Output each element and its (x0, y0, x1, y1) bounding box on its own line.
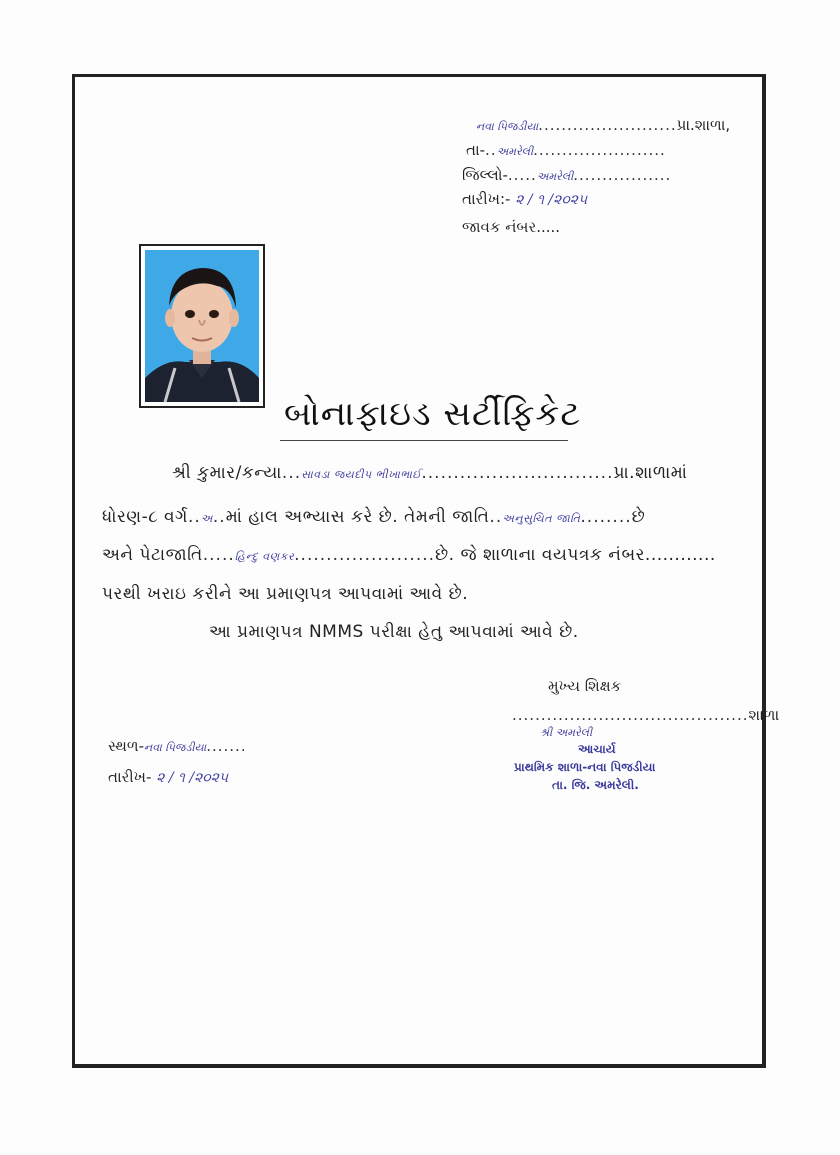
body-line-1: શ્રી કુમાર/કન્યા...સાવડા જયદીપ ભીખાભાઈ..............................પ્રા.શાળામાં (172, 463, 688, 483)
register-text: છે. જે શાળાના વયપત્રક નંબર............ (435, 545, 716, 565)
head-teacher-designation: મુખ્ય શિક્ષક (548, 677, 622, 695)
school-signature-line: .........................................શાળા (512, 706, 780, 724)
district-handwritten: અમરેલી (536, 170, 574, 183)
footer-date-label: તારીખ- (108, 768, 152, 786)
stamp-school: પ્રાથમિક શાળા-નવા પિજડીયા (514, 760, 656, 774)
body-line-3: અને પેટાજાતિ.....હિન્દુ વણકર......................છે. જે શાળાના વયપત્રક નંબર............ (102, 545, 716, 565)
student-photo-frame (139, 244, 265, 408)
school-suffix: પ્રા.શાળામાં (613, 463, 688, 483)
stamp-designation: આચાર્ય (578, 742, 616, 756)
title-underline (280, 440, 568, 441)
district-line: જિલ્લો-.....અમરેલી................. (462, 166, 672, 184)
student-portrait-image (145, 250, 259, 402)
school-name-suffix: પ્રા.શાળા, (676, 116, 731, 134)
place-line: સ્થળ-નવા પિજડીયા....... (108, 737, 247, 755)
body-line-4: પરથી ખરાઇ કરીને આ પ્રમાણપત્ર આપવામાં આવે છે. (102, 584, 469, 604)
date-line (462, 190, 587, 208)
place-handwritten: નવા પિજડીયા (144, 741, 207, 754)
school-label: શાળા (748, 706, 780, 724)
taluka-handwritten: અમરેલી (496, 145, 534, 158)
division-handwritten: અ (200, 512, 213, 525)
study-text: માં હાલ અભ્યાસ કરે છે. તેમની જાતિ (225, 507, 490, 527)
date-label: તારીખ:- (462, 190, 511, 208)
certificate-border (72, 74, 766, 1068)
student-prefix: શ્રી કુમાર/કન્યા (172, 463, 282, 483)
subcaste-handwritten: હિન્દુ વણકર (234, 550, 295, 563)
school-name-line: નવા પિજડીયા........................પ્રા.શાળા, (476, 116, 731, 134)
district-label: જિલ્લો- (462, 166, 508, 184)
footer-date-handwritten: ૨ / ૧ /૨૦૨૫ (156, 770, 229, 786)
outward-number-line: જાવક નંબર..... (462, 218, 561, 236)
caste-suffix: છે (631, 507, 646, 527)
footer-date-line (108, 768, 228, 786)
stamp-location: તા. જિ. અમરેલી. (552, 778, 639, 792)
body-line-2: ધોરણ-૮ વર્ગ..અ..માં હાલ અભ્યાસ કરે છે. તેમની જાતિ..અનુસુચિત જાતિ........છે (102, 507, 646, 527)
subcaste-prefix: અને પેટાજાતિ (102, 545, 203, 565)
certificate-title: બોનાફાઇડ સર્ટીફિકેટ (284, 394, 582, 434)
date-handwritten: ૨ / ૧ /૨૦૨૫ (515, 192, 588, 208)
principal-signature: શ્રી અમરેલી (540, 726, 593, 739)
taluka-line: તા-..અમરેલી....................... (466, 141, 666, 159)
taluka-label: તા- (466, 141, 486, 159)
place-label: સ્થળ- (108, 737, 145, 755)
standard-prefix: ધોરણ-૮ વર્ગ (102, 507, 188, 527)
school-name-handwritten: નવા પિજડીયા (476, 120, 539, 133)
caste-handwritten: અનુસુચિત જાતિ (502, 512, 581, 525)
student-name-handwritten: સાવડા જયદીપ ભીખાભાઈ (301, 468, 422, 481)
body-line-5: આ પ્રમાણપત્ર NMMS પરીક્ષા હેતુ આપવામાં આવે છે. (209, 622, 579, 642)
student-photo (145, 250, 259, 402)
